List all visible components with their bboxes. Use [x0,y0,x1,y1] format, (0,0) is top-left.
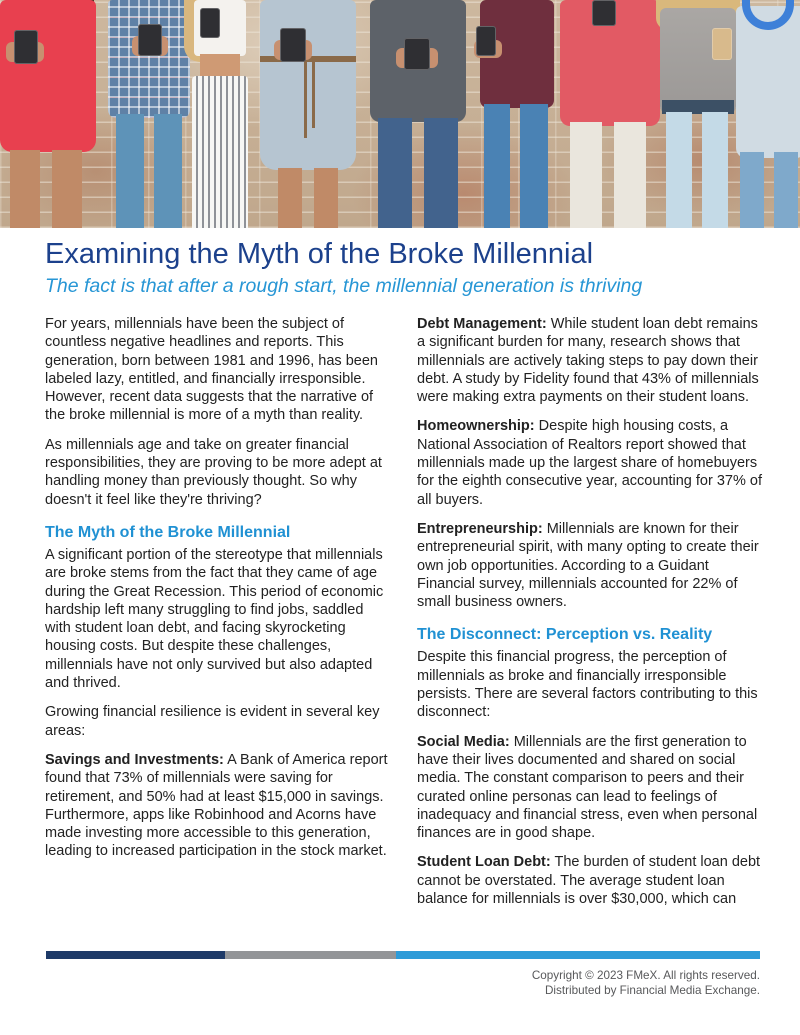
smartphone-icon [14,30,38,64]
smartphone-icon [476,26,496,56]
copyright-block [46,968,760,998]
right-column [417,315,762,919]
left-column [45,315,390,919]
smartphone-icon [138,24,162,56]
section-heading-disconnect: The Disconnect: Perception vs. Reality [417,626,713,644]
person-figure-red-dress [0,0,104,228]
jeans [378,118,458,228]
red-romper [0,0,96,152]
paragraph-homeownership [417,417,762,508]
paragraph-social-media [417,733,762,843]
loan-lead: Student Loan Debt: [417,854,551,871]
jeans [484,104,548,228]
person-figure-gray-henley [366,0,470,228]
footer-color-bar [46,951,760,959]
smartphone-icon [200,8,220,38]
jeans [740,152,798,228]
jeans [116,114,182,228]
header-photo [0,0,800,228]
legs [10,150,82,228]
paragraph-debt [417,315,762,406]
person-figure-plaid-shirt [108,0,190,228]
entrepreneur-text: Millennials are known for their entrepreneurial spirit, with many opting to create their own job opportunities. According to a Guidant Financial survey, millennials accounted for 22% of small business owners. [417,520,759,611]
smartphone-icon [404,38,430,70]
page-subtitle: The fact is that after a rough start, the millennial generation is thriving [45,275,643,297]
social-text: Millennials are the first generation to have their lives documented and shared on social media. The constant comparison to peers and their curated online personas can lead to feelings of inadequacy and financial stress, even when personal finances are in good shape. [417,733,758,842]
two-column-body [45,315,762,919]
entrepreneur-lead: Entrepreneurship: [417,520,543,537]
person-figure-blue-shirt [736,0,800,228]
paragraph-entrepreneurship [417,520,762,611]
paragraph-intro: For years, millennials have been the subject of countless negative headlines and reports. This generation, born between 1981 and 1996, has been labeled lazy, entitled, and financially irresponsible. However, recent data suggests that the narrative of the broke millennial is more of a myth than reality. [45,316,378,424]
paragraph-student-loans [417,853,762,908]
article-content [45,237,762,919]
page-footer [46,951,760,998]
belt-strand [312,62,315,128]
loan-text: The burden of student loan debt cannot be overstated. The average student loan balance for millennials is over $30,000, which can [417,854,761,908]
footer-bar-gray-segment [225,951,396,959]
home-lead: Homeownership: [417,418,535,435]
legs [278,168,338,228]
section-heading-myth: The Myth of the Broke Millennial [45,523,291,541]
sweater [660,8,736,114]
striped-pants [192,76,248,228]
smartphone-icon [712,28,732,60]
home-text: Despite high housing costs, a National Association of Realtors report showed that millennials made up the largest share of homebuyers for the eighth consecutive year, accounting for 37% of all buyers. [417,418,762,508]
footer-bar-blue-segment [396,951,760,959]
footer-bar-navy-segment [46,951,225,959]
jeans [666,112,728,228]
white-pants [570,122,646,228]
savings-lead: Savings and Investments: [45,751,224,768]
paragraph-stereotype: A significant portion of the stereotype that millennials are broke stems from the fact that they came of age during the Great Recession. This period of economic hardship left many struggling to find jobs, saddled with student loan debt, and facing skyrocketing housing costs. But despite these challenges, millennials have not only survived but also adapted and thrived. [45,546,384,692]
copyright-line2: Distributed by Financial Media Exchange. [544,984,760,997]
copyright-line1: Copyright © 2023 FMeX. All rights reserved. [531,969,760,982]
paragraph-savings [45,751,390,861]
savings-text: A Bank of America report found that 73% of millennials were saving for retirement, and 50% had at least $15,000 in savings. Furthermore, apps like Robinhood and Acorns have made investing more accessible to this generation, leading to increased participation in the stock market. [45,751,388,860]
person-figure-maroon-tee [474,0,560,228]
person-figure-coral-shirt [556,0,664,228]
plaid-shirt [108,0,190,118]
debt-text: While student loan debt remains a significant burden for many, research shows that millennials are actively taking steps to pay down their debt. A study by Fidelity found that 43% of millennials were making extra payments on their student loans. [417,316,759,406]
paragraph-resilience: Growing financial resilience is evident in several key areas: [45,704,380,739]
paragraph-aging: As millennials age and take on greater financial responsibilities, they are proving to be more adept at handling money than previously thought. So why doesn't it feel like they're thriving? [45,436,382,508]
page-title: Examining the Myth of the Broke Millennial [45,238,594,270]
person-figure-denim-dress [252,0,364,228]
person-figure-striped-pants [190,0,250,228]
person-figure-gray-sweater [656,0,740,228]
smartphone-icon [280,28,306,62]
smartphone-icon [592,0,616,26]
social-lead: Social Media: [417,733,510,750]
debt-lead: Debt Management: [417,316,547,332]
denim-dress [260,0,356,170]
belt-strand [304,62,307,138]
paragraph-perception: Despite this financial progress, the perception of millennials as broke and financially irresponsible persists. There are several factors contributing to this disconnect: [417,649,758,721]
